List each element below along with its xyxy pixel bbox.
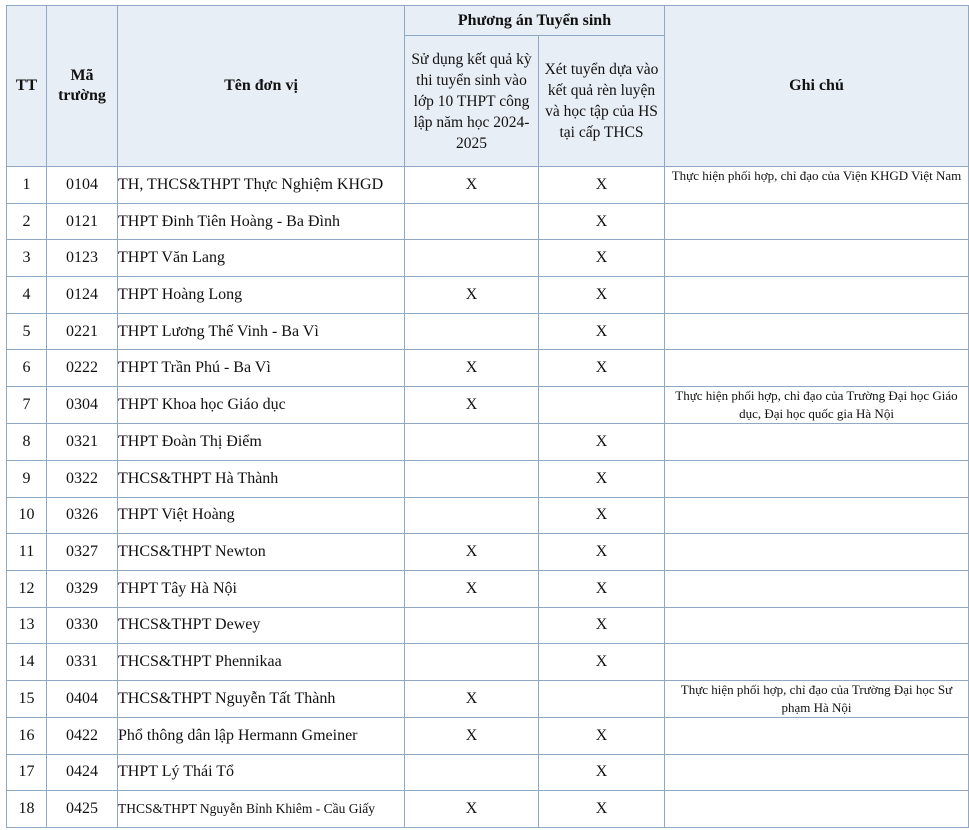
header-ma-truong: Mã trường <box>47 6 118 167</box>
table-row <box>7 791 969 828</box>
school-code: 0123 <box>47 240 118 277</box>
note-cell <box>665 497 969 534</box>
table-row <box>7 644 969 681</box>
review-mark: X <box>539 791 665 828</box>
school-code: 0330 <box>47 607 118 644</box>
review-mark: X <box>539 570 665 607</box>
row-number: 11 <box>7 534 47 571</box>
exam-result-mark <box>405 240 539 277</box>
note-cell <box>665 644 969 681</box>
review-mark: X <box>539 717 665 754</box>
row-number: 4 <box>7 277 47 314</box>
review-mark: X <box>539 277 665 314</box>
school-name: THCS&THPT Phennikaa <box>118 644 405 681</box>
school-name: THPT Tây Hà Nội <box>118 570 405 607</box>
review-mark: X <box>539 754 665 791</box>
row-number: 15 <box>7 680 47 717</box>
row-number: 12 <box>7 570 47 607</box>
table-row <box>7 570 969 607</box>
school-code: 0422 <box>47 717 118 754</box>
note-cell <box>665 203 969 240</box>
row-number: 14 <box>7 644 47 681</box>
table-header <box>7 6 969 167</box>
school-code: 0124 <box>47 277 118 314</box>
school-code: 0222 <box>47 350 118 387</box>
row-number: 6 <box>7 350 47 387</box>
header-ghi-chu: Ghi chú <box>665 6 969 167</box>
note-cell: Thực hiện phối hợp, chỉ đạo của Viện KHGD Việt Nam <box>665 167 969 204</box>
table-row <box>7 497 969 534</box>
school-name: Phổ thông dân lập Hermann Gmeiner <box>118 717 405 754</box>
table-row <box>7 240 969 277</box>
row-number: 7 <box>7 387 47 424</box>
school-name: THCS&THPT Dewey <box>118 607 405 644</box>
exam-result-mark: X <box>405 167 539 204</box>
note-cell <box>665 754 969 791</box>
review-mark: X <box>539 350 665 387</box>
header-su-dung-ket-qua: Sử dụng kết quả kỳ thi tuyển sinh vào lớp 10 THPT công lập năm học 2024-2025 <box>405 36 539 167</box>
school-name: THPT Khoa học Giáo dục <box>118 387 405 424</box>
review-mark: X <box>539 313 665 350</box>
school-name: THCS&THPT Newton <box>118 534 405 571</box>
table-row <box>7 387 969 424</box>
exam-result-mark: X <box>405 350 539 387</box>
header-phuong-an: Phương án Tuyển sinh <box>405 6 665 36</box>
review-mark: X <box>539 240 665 277</box>
exam-result-mark: X <box>405 791 539 828</box>
row-number: 13 <box>7 607 47 644</box>
school-name: TH, THCS&THPT Thực Nghiệm KHGD <box>118 167 405 204</box>
review-mark: X <box>539 460 665 497</box>
school-name: THPT Lương Thế Vinh - Ba Vì <box>118 313 405 350</box>
school-code: 0326 <box>47 497 118 534</box>
school-code: 0331 <box>47 644 118 681</box>
exam-result-mark <box>405 203 539 240</box>
row-number: 8 <box>7 424 47 461</box>
table-row <box>7 534 969 571</box>
school-code: 0221 <box>47 313 118 350</box>
note-cell <box>665 277 969 314</box>
exam-result-mark <box>405 497 539 534</box>
exam-result-mark: X <box>405 570 539 607</box>
header-ten-don-vi: Tên đơn vị <box>118 6 405 167</box>
exam-result-mark <box>405 644 539 681</box>
review-mark <box>539 387 665 424</box>
school-name: THPT Trần Phú - Ba Vì <box>118 350 405 387</box>
table-row <box>7 203 969 240</box>
exam-result-mark <box>405 754 539 791</box>
row-number: 9 <box>7 460 47 497</box>
review-mark: X <box>539 644 665 681</box>
note-cell <box>665 460 969 497</box>
table-row <box>7 607 969 644</box>
header-tt: TT <box>7 6 47 167</box>
table-row <box>7 754 969 791</box>
table-row <box>7 424 969 461</box>
exam-result-mark: X <box>405 277 539 314</box>
note-cell <box>665 570 969 607</box>
school-code: 0327 <box>47 534 118 571</box>
school-code: 0321 <box>47 424 118 461</box>
table-row <box>7 460 969 497</box>
school-name: THCS&THPT Nguyễn Tất Thành <box>118 680 405 717</box>
table-row <box>7 680 969 717</box>
admission-table <box>6 5 969 828</box>
row-number: 16 <box>7 717 47 754</box>
school-code: 0121 <box>47 203 118 240</box>
note-cell <box>665 791 969 828</box>
school-code: 0322 <box>47 460 118 497</box>
row-number: 18 <box>7 791 47 828</box>
review-mark: X <box>539 607 665 644</box>
exam-result-mark <box>405 460 539 497</box>
review-mark: X <box>539 424 665 461</box>
review-mark <box>539 680 665 717</box>
school-code: 0329 <box>47 570 118 607</box>
note-cell <box>665 240 969 277</box>
note-cell <box>665 534 969 571</box>
row-number: 5 <box>7 313 47 350</box>
school-name: THCS&THPT Nguyễn Bỉnh Khiêm - Cầu Giấy <box>118 791 405 828</box>
school-code: 0425 <box>47 791 118 828</box>
exam-result-mark <box>405 424 539 461</box>
table-row <box>7 313 969 350</box>
school-code: 0424 <box>47 754 118 791</box>
note-cell <box>665 313 969 350</box>
row-number: 2 <box>7 203 47 240</box>
review-mark: X <box>539 167 665 204</box>
table-row <box>7 277 969 314</box>
school-name: THPT Hoàng Long <box>118 277 405 314</box>
note-cell <box>665 424 969 461</box>
exam-result-mark: X <box>405 680 539 717</box>
review-mark: X <box>539 534 665 571</box>
school-name: THPT Việt Hoàng <box>118 497 405 534</box>
school-name: THPT Đoàn Thị Điểm <box>118 424 405 461</box>
table-body <box>7 167 969 828</box>
note-cell <box>665 607 969 644</box>
school-code: 0404 <box>47 680 118 717</box>
school-name: THCS&THPT Hà Thành <box>118 460 405 497</box>
row-number: 3 <box>7 240 47 277</box>
school-name: THPT Văn Lang <box>118 240 405 277</box>
exam-result-mark: X <box>405 387 539 424</box>
table-row <box>7 717 969 754</box>
exam-result-mark <box>405 607 539 644</box>
table-row <box>7 167 969 204</box>
exam-result-mark: X <box>405 534 539 571</box>
review-mark: X <box>539 497 665 534</box>
school-name: THPT Lý Thái Tổ <box>118 754 405 791</box>
review-mark: X <box>539 203 665 240</box>
table-row <box>7 350 969 387</box>
row-number: 10 <box>7 497 47 534</box>
exam-result-mark: X <box>405 717 539 754</box>
row-number: 1 <box>7 167 47 204</box>
note-cell: Thực hiện phối hợp, chỉ đạo của Trường Đại học Sư phạm Hà Nội <box>665 680 969 717</box>
school-code: 0104 <box>47 167 118 204</box>
school-code: 0304 <box>47 387 118 424</box>
exam-result-mark <box>405 313 539 350</box>
school-name: THPT Đinh Tiên Hoàng - Ba Đình <box>118 203 405 240</box>
note-cell <box>665 350 969 387</box>
note-cell: Thực hiện phối hợp, chỉ đạo của Trường Đại học Giáo dục, Đại học quốc gia Hà Nội <box>665 387 969 424</box>
row-number: 17 <box>7 754 47 791</box>
note-cell <box>665 717 969 754</box>
header-xet-tuyen: Xét tuyển dựa vào kết quả rèn luyện và học tập của HS tại cấp THCS <box>539 36 665 167</box>
